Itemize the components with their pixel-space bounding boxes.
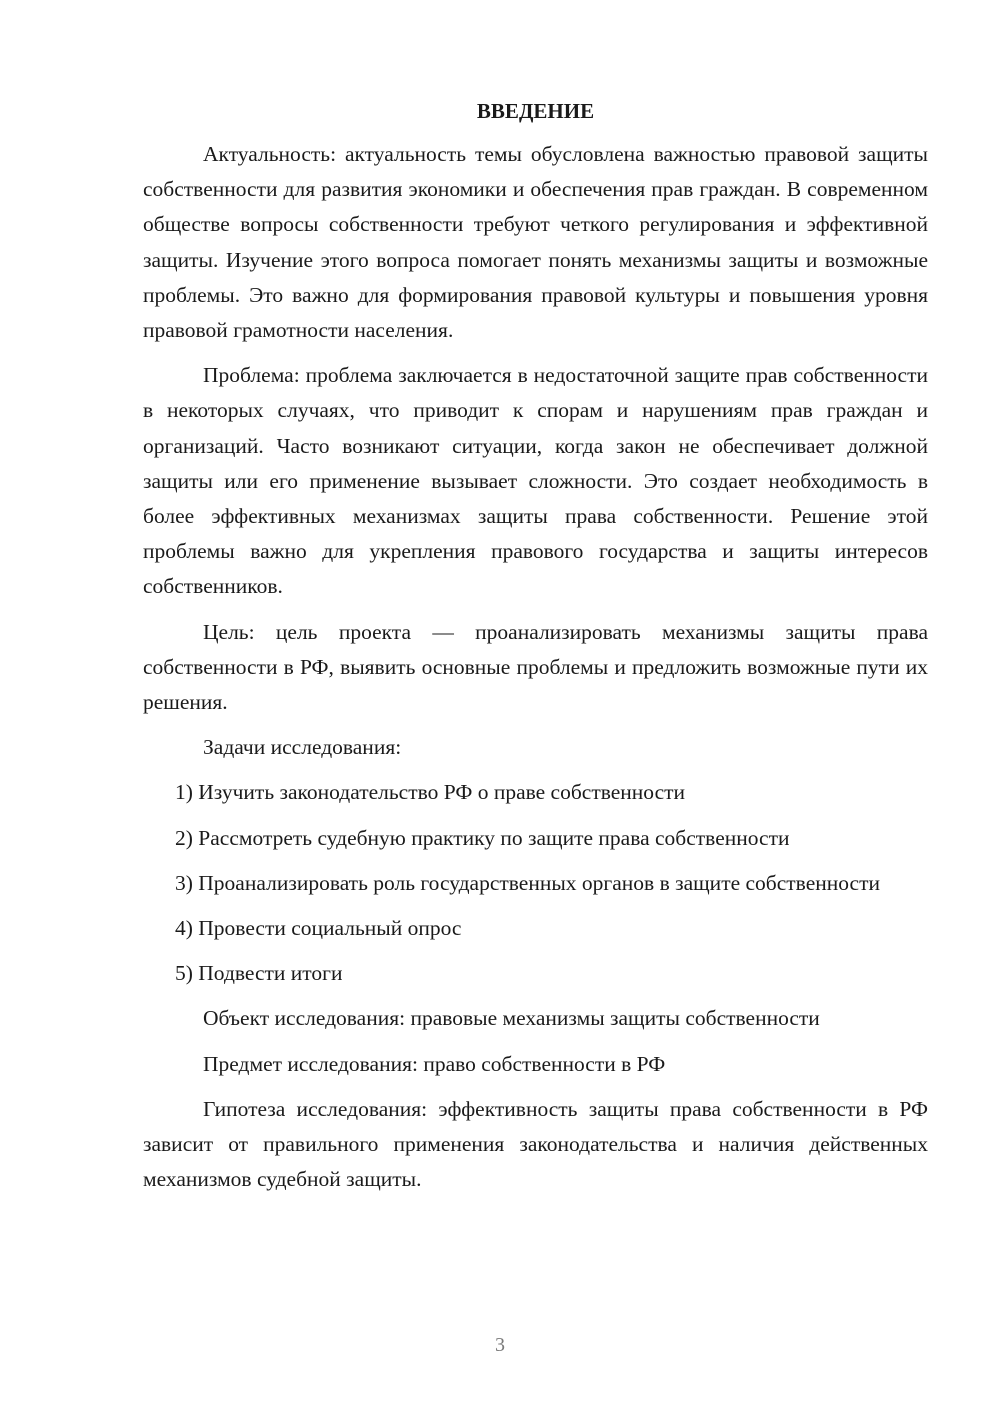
task-item-2: 2) Рассмотреть судебную практику по защите права собственности [175, 825, 790, 850]
paragraph-goal: Цель: цель проекта — проанализировать механизмы защиты права собственности в РФ, выявить основные проблемы и предложить возможные пути их решения. [143, 619, 928, 715]
task-item-4: 4) Провести социальный опрос [175, 916, 462, 941]
page-number: 3 [495, 1334, 505, 1356]
task-item-3: 3) Проанализировать роль государственных органов в защите собственности [175, 870, 880, 895]
paragraph-tasks-heading: Задачи исследования: [203, 735, 402, 760]
paragraph-relevance: Актуальность: актуальность темы обусловлена важностью правовой защиты собственности для развития экономики и обеспечения прав граждан. В современном обществе вопросы собственности требуют четкого регулирования и эффективной защиты. Изучение этого вопроса помогает понять механизмы защиты и возможные проблемы. Это важно для формирования правовой культуры и повышения уровня правовой грамотности населения. [143, 142, 928, 343]
paragraph-hypothesis: Гипотеза исследования: эффективность защиты права собственности в РФ зависит от правильного применения законодательства и наличия действенных механизмов судебной защиты. [143, 1096, 928, 1192]
paragraph-subject: Предмет исследования: право собственности в РФ [203, 1051, 666, 1076]
paragraph-problem: Проблема: проблема заключается в недостаточной защите прав собственности в некоторых случаях, что приводит к спорам и нарушениям прав граждан и организаций. Часто возникают ситуации, когда закон не обеспечивает должной защиты или его применение вызывает сложности. Это создает необходимость в более эффективных механизмах защиты права собственности. Решение этой проблемы важно для укрепления правового государства и защиты интересов собственников. [143, 363, 928, 599]
task-item-1: 1) Изучить законодательство РФ о праве собственности [175, 780, 686, 805]
task-item-5: 5) Подвести итоги [175, 961, 343, 986]
page-content [143, 95, 928, 1207]
paragraph-object: Объект исследования: правовые механизмы защиты собственности [203, 1006, 820, 1031]
section-title: ВВЕДЕНИЕ [476, 99, 595, 123]
